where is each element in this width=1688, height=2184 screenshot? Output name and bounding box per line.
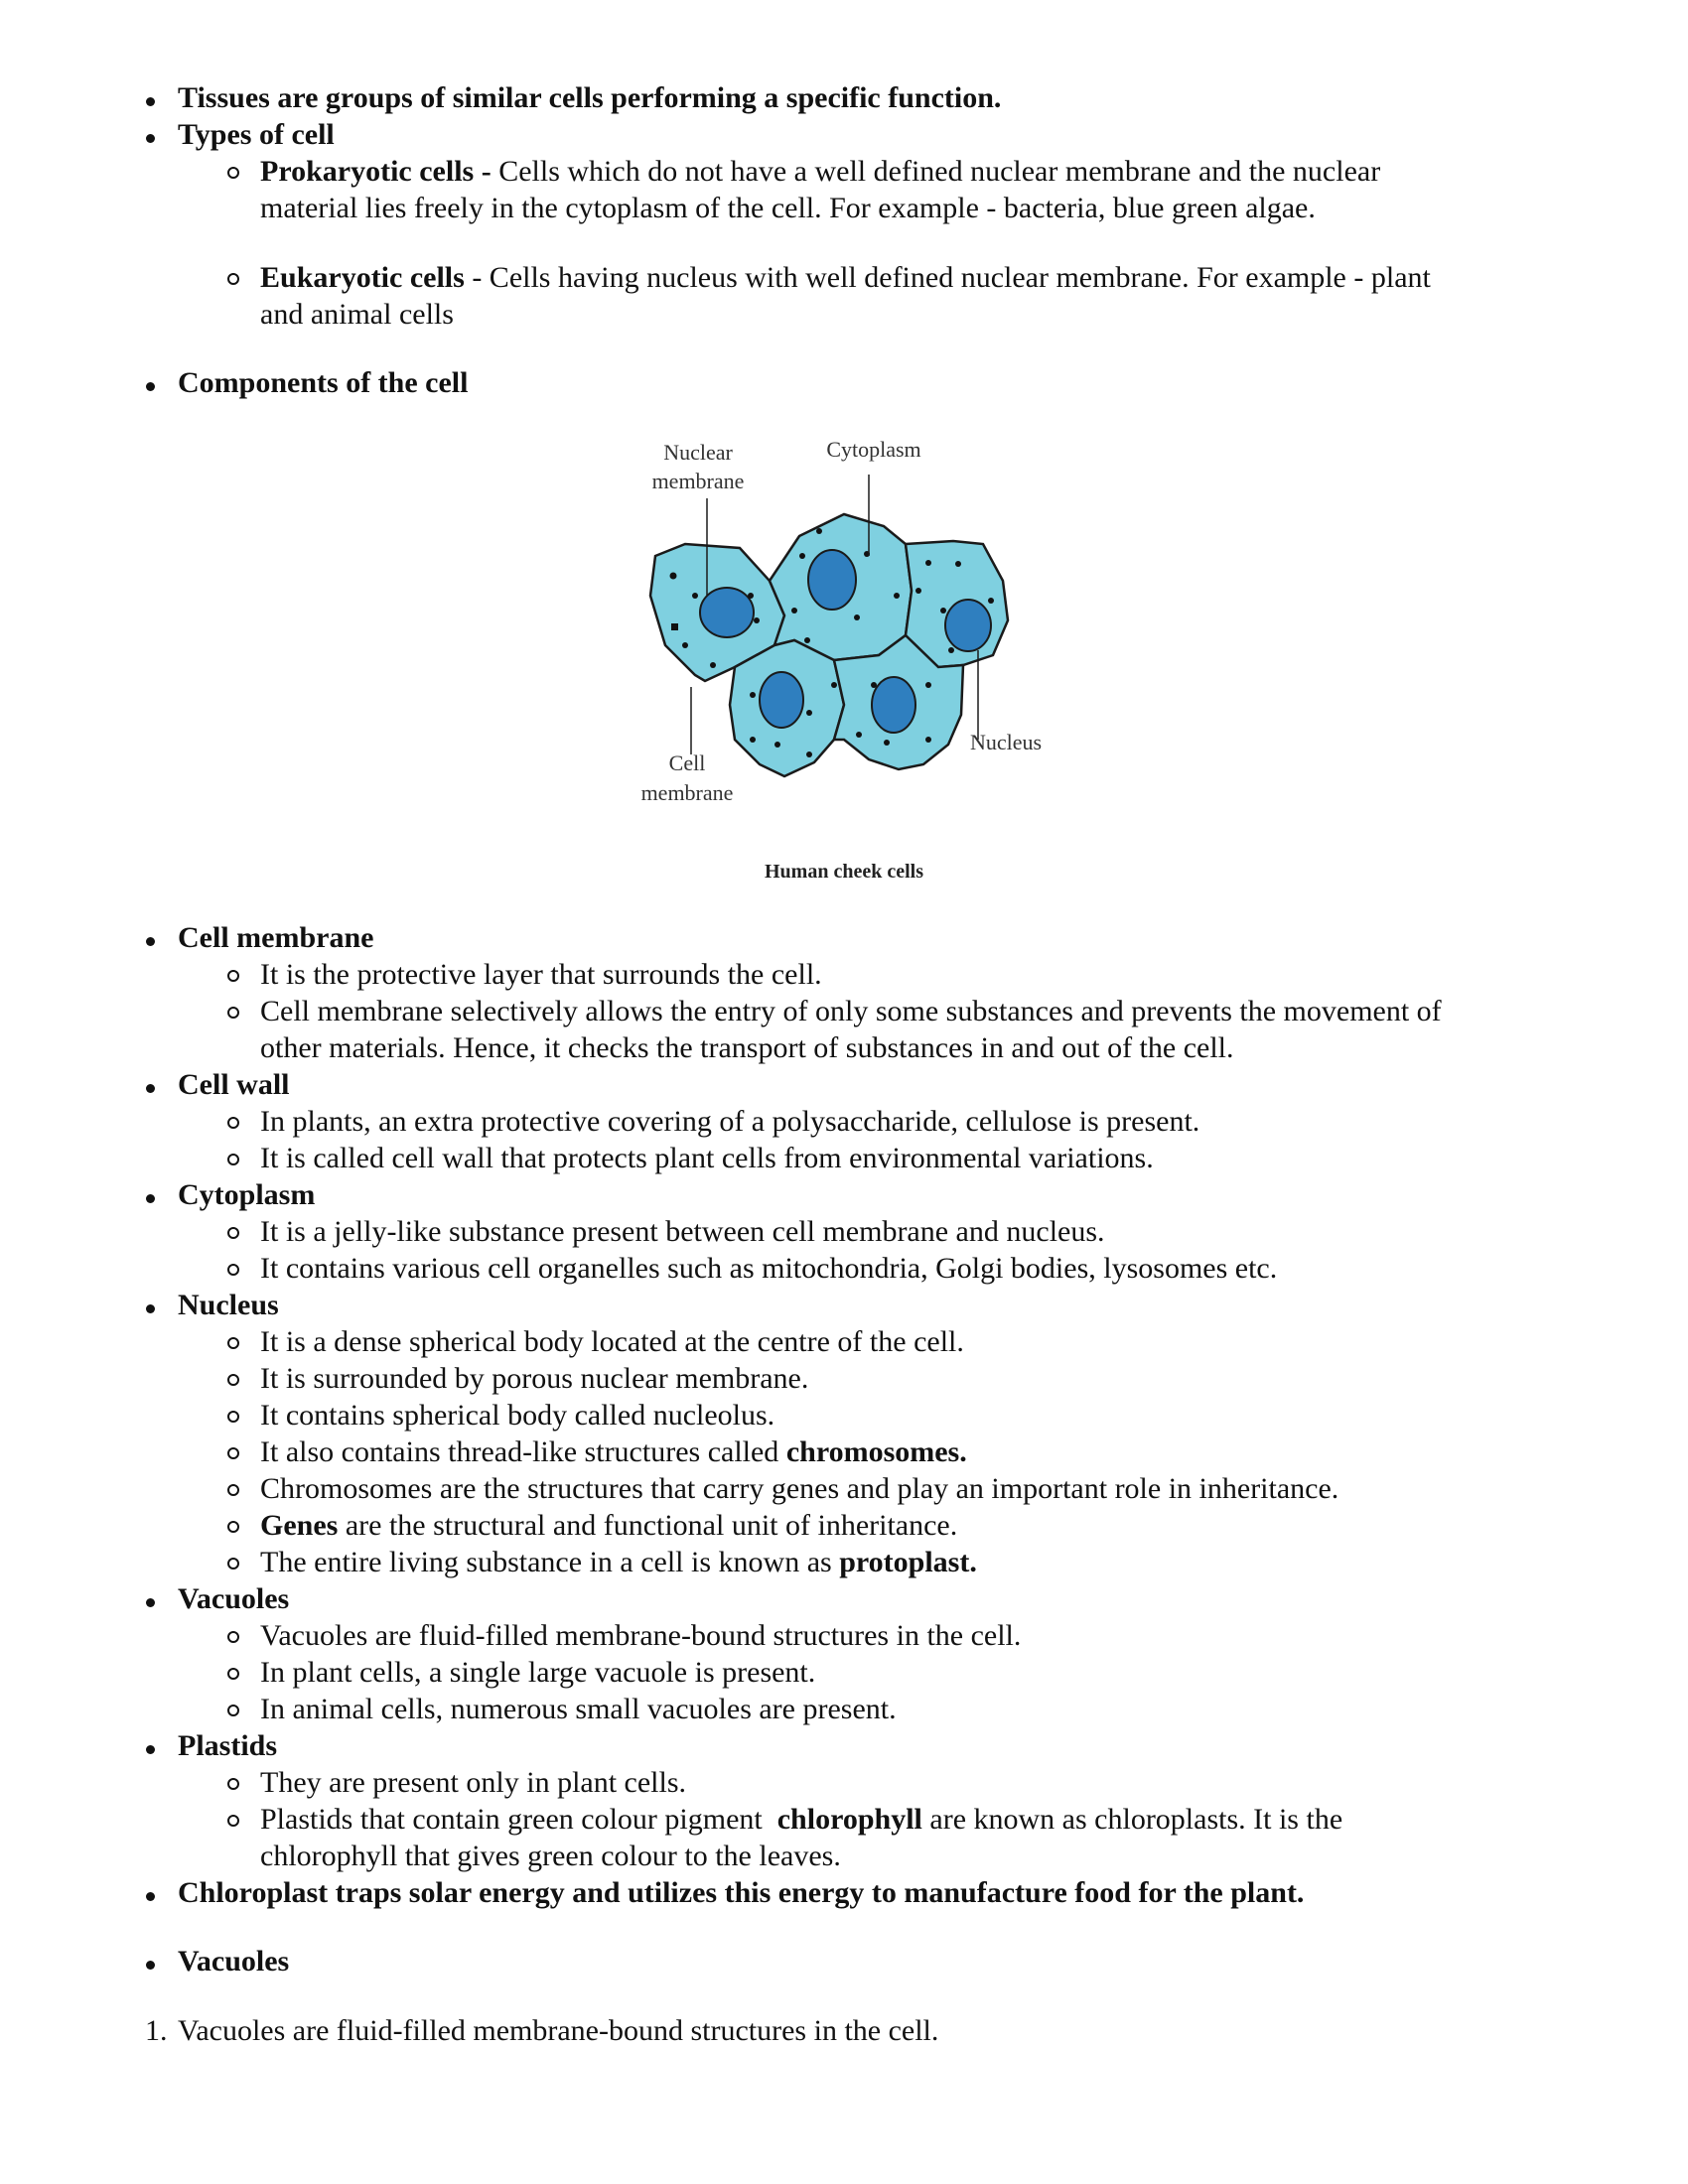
eukaryotic-term: Eukaryotic cells xyxy=(260,261,465,294)
vacuoles-item: Vacuoles are fluid-filled membrane-bound structures in the cell. xyxy=(260,1619,1022,1652)
nucleus-item: It is a dense spherical body located at the centre of the cell. xyxy=(260,1325,964,1358)
plastids-heading: Plastids xyxy=(178,1729,278,1762)
label-nuclear-membrane: Nuclear xyxy=(663,440,733,465)
genes-term: Genes xyxy=(260,1509,339,1542)
sub-bullet xyxy=(227,1264,239,1276)
cheek-cells-figure xyxy=(0,0,1688,893)
bullet xyxy=(146,1961,155,1970)
vacuoles-heading: Vacuoles xyxy=(178,1582,290,1615)
label-cell-membrane: Cell xyxy=(668,751,706,775)
protoplast-text: The entire living substance in a cell is known as xyxy=(260,1546,840,1578)
cell-membrane-item: It is the protective layer that surrounds the cell. xyxy=(260,958,822,991)
types-heading: Types of cell xyxy=(178,118,335,151)
components-heading: Components of the cell xyxy=(178,366,469,399)
sub-bullet xyxy=(227,1227,239,1239)
nucleus-item: Chromosomes are the structures that carry genes and play an important role in inheritance. xyxy=(260,1472,1339,1505)
nucleus-right xyxy=(945,600,991,651)
label-cytoplasm: Cytoplasm xyxy=(826,437,921,462)
sub-bullet xyxy=(227,1521,239,1533)
nucleus-heading: Nucleus xyxy=(178,1289,279,1321)
genes-text: are the structural and functional unit of inheritance. xyxy=(338,1509,958,1542)
chlorophyll-text-pre: Plastids that contain green colour pigment xyxy=(260,1803,777,1836)
bullet xyxy=(146,1084,155,1093)
sub-bullet xyxy=(227,1705,239,1716)
nucleus-item: It is surrounded by porous nuclear membrane. xyxy=(260,1362,809,1395)
prokaryotic-text-cont: material lies freely in the cytoplasm of the cell. For example - bacteria, blue green algae. xyxy=(260,192,1316,224)
tissues-statement: Tissues are groups of similar cells performing a specific function. xyxy=(178,81,1002,114)
label-nuclear-membrane-2: membrane xyxy=(651,469,745,493)
cytoplasm-heading: Cytoplasm xyxy=(178,1178,316,1211)
bullet xyxy=(146,1745,155,1754)
prokaryotic-term: Prokaryotic cells - xyxy=(260,155,499,188)
sub-bullet xyxy=(227,1154,239,1165)
nucleus-item: It contains spherical body called nucleolus. xyxy=(260,1399,775,1432)
bullet xyxy=(146,937,155,946)
sub-bullet xyxy=(227,1815,239,1827)
sub-bullet xyxy=(227,1668,239,1680)
sub-bullet xyxy=(227,970,239,982)
nucleus-bottom-left xyxy=(760,672,803,728)
bullet xyxy=(146,1892,155,1901)
plastids-item: They are present only in plant cells. xyxy=(260,1766,687,1799)
chloroplast-statement: Chloroplast traps solar energy and utilizes this energy to manufacture food for the plant. xyxy=(178,1876,1305,1909)
sub-bullet xyxy=(227,1631,239,1643)
prokaryotic-text: Cells which do not have a well defined nuclear membrane and the nuclear xyxy=(498,155,1381,188)
eukaryotic-text-cont: and animal cells xyxy=(260,298,454,331)
bullet xyxy=(146,1598,155,1607)
sub-bullet xyxy=(227,1337,239,1349)
plastids-item-cont: chlorophyll that gives green colour to the leaves. xyxy=(260,1840,841,1872)
sub-bullet xyxy=(227,1778,239,1790)
bullet xyxy=(146,1194,155,1203)
eukaryotic-text: - Cells having nucleus with well defined nuclear membrane. For example - plant xyxy=(464,261,1431,294)
cytoplasm-item: It contains various cell organelles such as mitochondria, Golgi bodies, lysosomes etc. xyxy=(260,1252,1278,1285)
cytoplasm-item: It is a jelly-like substance present between cell membrane and nucleus. xyxy=(260,1215,1105,1248)
cell-wall-heading: Cell wall xyxy=(178,1068,290,1101)
sub-bullet xyxy=(227,1411,239,1423)
plastids-chlorophyll-item xyxy=(260,1801,1342,1839)
cell-wall-item: It is called cell wall that protects plant cells from environmental variations. xyxy=(260,1142,1154,1174)
nucleus-left xyxy=(700,588,754,637)
sub-bullet xyxy=(227,1484,239,1496)
vacuoles-heading-2: Vacuoles xyxy=(178,1945,290,1978)
sub-bullet xyxy=(227,1117,239,1129)
chlorophyll-text-post: are known as chloroplasts. It is the xyxy=(921,1803,1343,1836)
vacuoles-item: In plant cells, a single large vacuole is present. xyxy=(260,1656,816,1689)
chlorophyll-term: chlorophyll xyxy=(776,1803,922,1836)
sub-bullet xyxy=(227,1007,239,1019)
sub-bullet xyxy=(227,1558,239,1570)
vacuoles-numbered-item: Vacuoles are fluid-filled membrane-bound structures in the cell. xyxy=(178,2014,939,2047)
chromosomes-term: chromosomes. xyxy=(785,1435,967,1468)
vacuoles-item: In animal cells, numerous small vacuoles are present. xyxy=(260,1693,897,1725)
nucleus-chromosomes-item xyxy=(260,1433,967,1471)
nucleus-top xyxy=(808,550,856,610)
cell-membrane-heading: Cell membrane xyxy=(178,921,374,954)
chromosomes-text: It also contains thread-like structures called xyxy=(260,1435,786,1468)
protoplast-term: protoplast. xyxy=(839,1546,977,1578)
sub-bullet xyxy=(227,1374,239,1386)
nucleus-genes-item xyxy=(260,1507,957,1545)
list-number: 1. xyxy=(145,2014,168,2047)
label-cell-membrane-2: membrane xyxy=(640,780,734,805)
figure-caption: Human cheek cells xyxy=(765,861,923,883)
cell-membrane-item: Cell membrane selectively allows the entry of only some substances and prevents the movement of xyxy=(260,995,1442,1027)
label-nucleus: Nucleus xyxy=(969,730,1043,754)
cell-wall-item: In plants, an extra protective covering of a polysaccharide, cellulose is present. xyxy=(260,1105,1200,1138)
sub-bullet xyxy=(227,1447,239,1459)
nucleus-bottom-right xyxy=(872,677,915,733)
nucleus-protoplast-item xyxy=(260,1544,977,1581)
cell-membrane-item-cont: other materials. Hence, it checks the transport of substances in and out of the cell. xyxy=(260,1031,1234,1064)
bullet xyxy=(146,1304,155,1313)
